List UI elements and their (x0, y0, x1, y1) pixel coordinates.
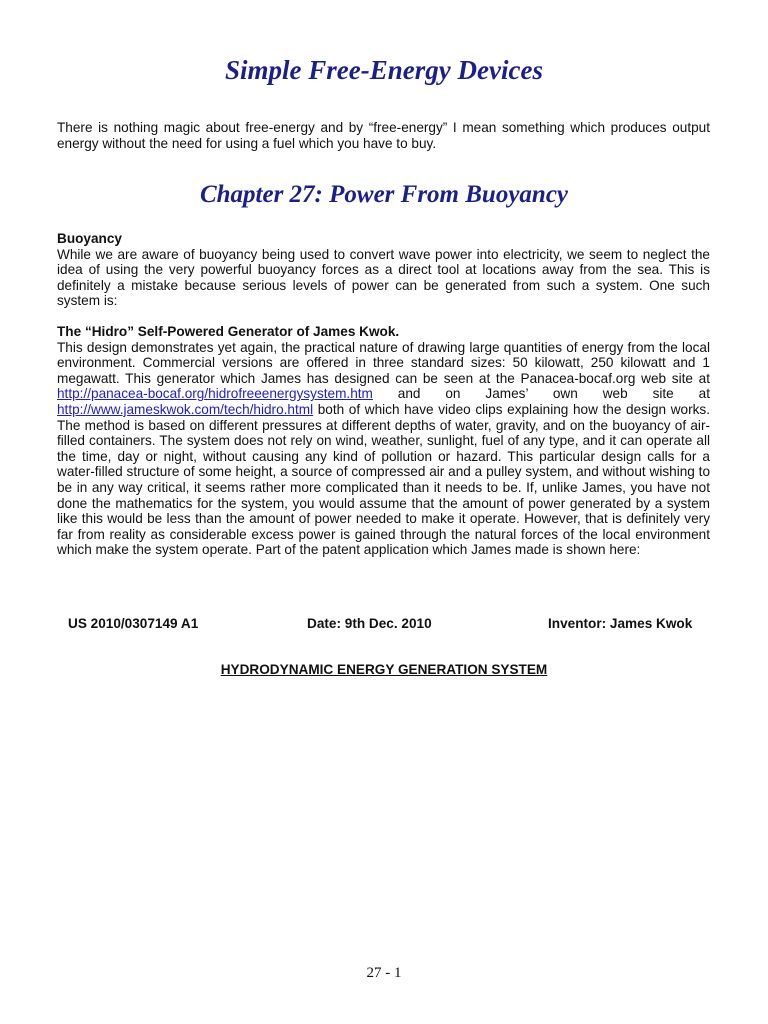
section-body-part: both of which have video clips explaining how the design works. The method is based on different pressures at different depths of water, gravity, and on the buoyancy of air-filled containers. The system does not rely on wind, weather, sunlight, fuel of any type, and it can operate all the time, day or night, without causing any kind of pollution or hazard. This particular design calls for a water-filled structure of some height, a source of compressed air and a pulley system, and without wishing to be in any way critical, it seems rather more complicated than it needs to be. If, unlike James, you have not done the mathematics for the system, you would assume that the amount of power generated by a system like this would be less than the amount of power needed to make it operate. However, that is definitely very far from reality as considerable excess power is gained through the natural forces of the local environment which make the system operate. Part of the patent application which James made is shown here: (57, 401, 710, 558)
panacea-bocaf-link[interactable]: http://panacea-bocaf.org/hidrofreeenergysystem.htm (57, 386, 373, 402)
jameskwok-link[interactable]: http://www.jameskwok.com/tech/hidro.html (57, 401, 314, 417)
page-number: 27 - 1 (366, 965, 402, 981)
section-heading: Buoyancy (57, 231, 122, 246)
section-body: While we are aware of buoyancy being used to convert wave power into electricity, we seem to neglect the idea of using the very powerful buoyancy forces as a direct tool at locations away from the sea. This is definitely a mistake because serious levels of power can be generated from such a system. One such system is: (57, 246, 710, 309)
chapter-title: Chapter 27: Power From Buoyancy (199, 181, 569, 208)
intro-paragraph: There is nothing magic about free-energy and by “free-energy” I mean something which produces output energy without the need for using a fuel which you have to buy. (57, 120, 710, 151)
patent-date: Date: 9th Dec. 2010 (307, 616, 432, 631)
document-title: Simple Free-Energy Devices (225, 55, 543, 85)
section-heading: The “Hidro” Self-Powered Generator of James Kwok. (57, 324, 400, 339)
patent-inventor: Inventor: James Kwok (548, 616, 693, 631)
section-buoyancy (57, 231, 710, 309)
patent-title: HYDRODYNAMIC ENERGY GENERATION SYSTEM (220, 662, 548, 677)
patent-number: US 2010/0307149 A1 (68, 616, 199, 631)
section-body-part: and on James’ own web site at (372, 386, 710, 402)
section-body-part: This design demonstrates yet again, the practical nature of drawing large quantities of energy from the local environment. Commercial versions are offered in three standard sizes: 50 kilowatt, 250 kilowatt and 1 megawatt. This generator which James has designed can be seen at the Panacea-bocaf.org web site at (57, 339, 710, 386)
section-hidro-generator (57, 324, 710, 558)
